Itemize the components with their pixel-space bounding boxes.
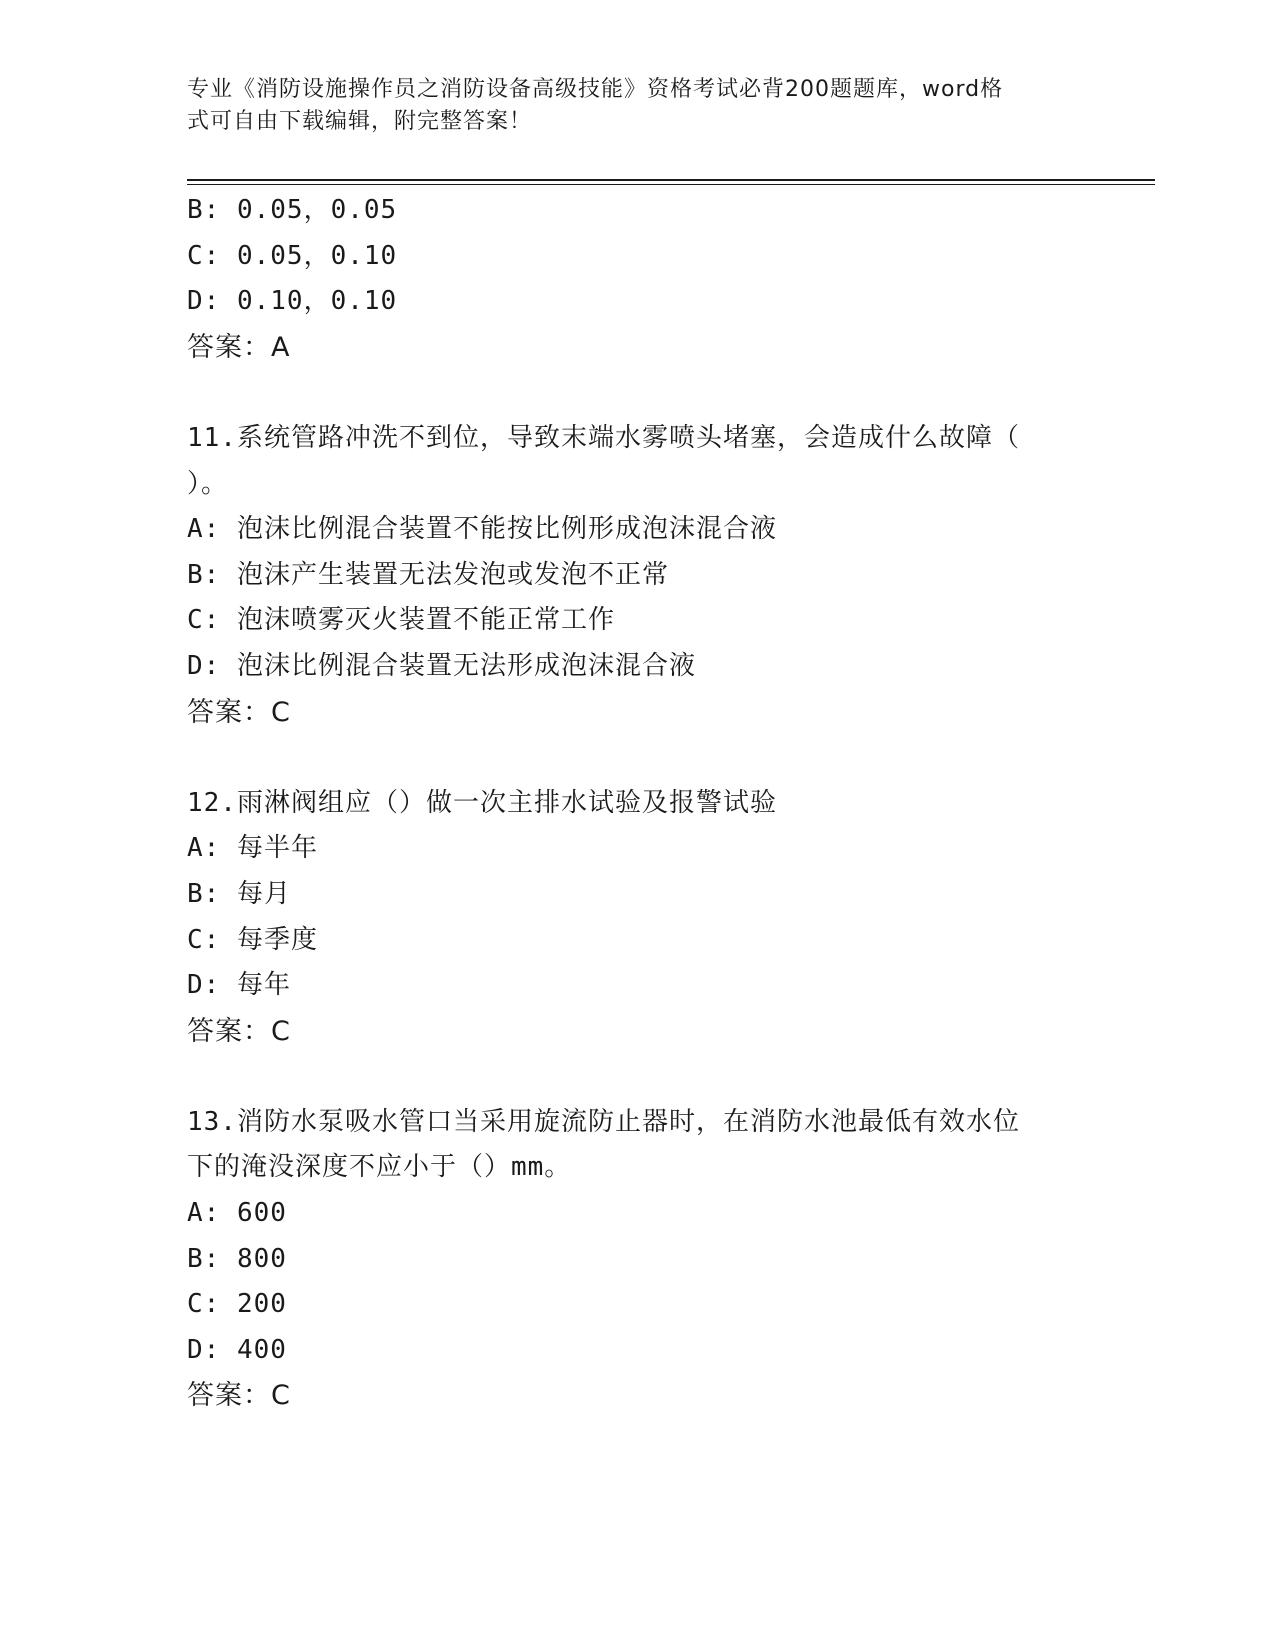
answer-line: 答案：C: [187, 696, 291, 728]
answer-line: 答案：A: [187, 331, 291, 363]
header-line-1: 专业《消防设施操作员之消防设备高级技能》资格考试必背200题题库，word格: [187, 77, 1004, 102]
option-b: B: 泡沫产生装置无法发泡或发泡不正常: [187, 559, 669, 590]
option-d: D: 0.10，0.10: [187, 286, 398, 317]
option-a: A: 每半年: [187, 833, 318, 864]
question-stem-continued: ）。: [187, 468, 229, 499]
option-c: C: 泡沫喷雾灭火装置不能正常工作: [187, 605, 615, 636]
question-block-11: [187, 416, 1087, 735]
question-block-10-continued: [187, 188, 1087, 370]
option-c: C: 0.05，0.10: [187, 240, 398, 271]
question-stem-continued: 下的淹没深度不应小于（）mm。: [187, 1152, 572, 1183]
header-divider-thick: [187, 179, 1155, 181]
answer-line: 答案：C: [187, 1380, 291, 1412]
question-stem: 13.消防水泵吸水管口当采用旋流防止器时，在消防水池最低有效水位: [187, 1106, 1020, 1137]
document-header: [187, 74, 1067, 138]
spacer: [187, 370, 1087, 416]
option-b: B: 每月: [187, 878, 291, 909]
question-block-12: [187, 781, 1087, 1055]
option-c: C: 每季度: [187, 924, 318, 955]
option-b: B: 800: [187, 1243, 287, 1274]
option-d: D: 400: [187, 1334, 287, 1365]
option-c: C: 200: [187, 1289, 287, 1320]
question-block-13: [187, 1100, 1087, 1419]
option-a: A: 600: [187, 1198, 287, 1229]
header-divider-thin: [187, 184, 1155, 185]
question-stem: 11.系统管路冲洗不到位，导致末端水雾喷头堵塞，会造成什么故障（: [187, 422, 1020, 453]
header-line-2: 式可自由下载编辑，附完整答案！: [187, 109, 533, 134]
option-a: A: 泡沫比例混合装置不能按比例形成泡沫混合液: [187, 514, 777, 545]
option-d: D: 每年: [187, 970, 291, 1001]
spacer: [187, 735, 1087, 781]
spacer: [187, 1054, 1087, 1100]
answer-line: 答案：C: [187, 1015, 291, 1047]
question-list: [187, 188, 1087, 1419]
question-stem: 12.雨淋阀组应（）做一次主排水试验及报警试验: [187, 787, 777, 818]
option-d: D: 泡沫比例混合装置无法形成泡沫混合液: [187, 650, 696, 681]
option-b: B: 0.05，0.05: [187, 195, 398, 225]
